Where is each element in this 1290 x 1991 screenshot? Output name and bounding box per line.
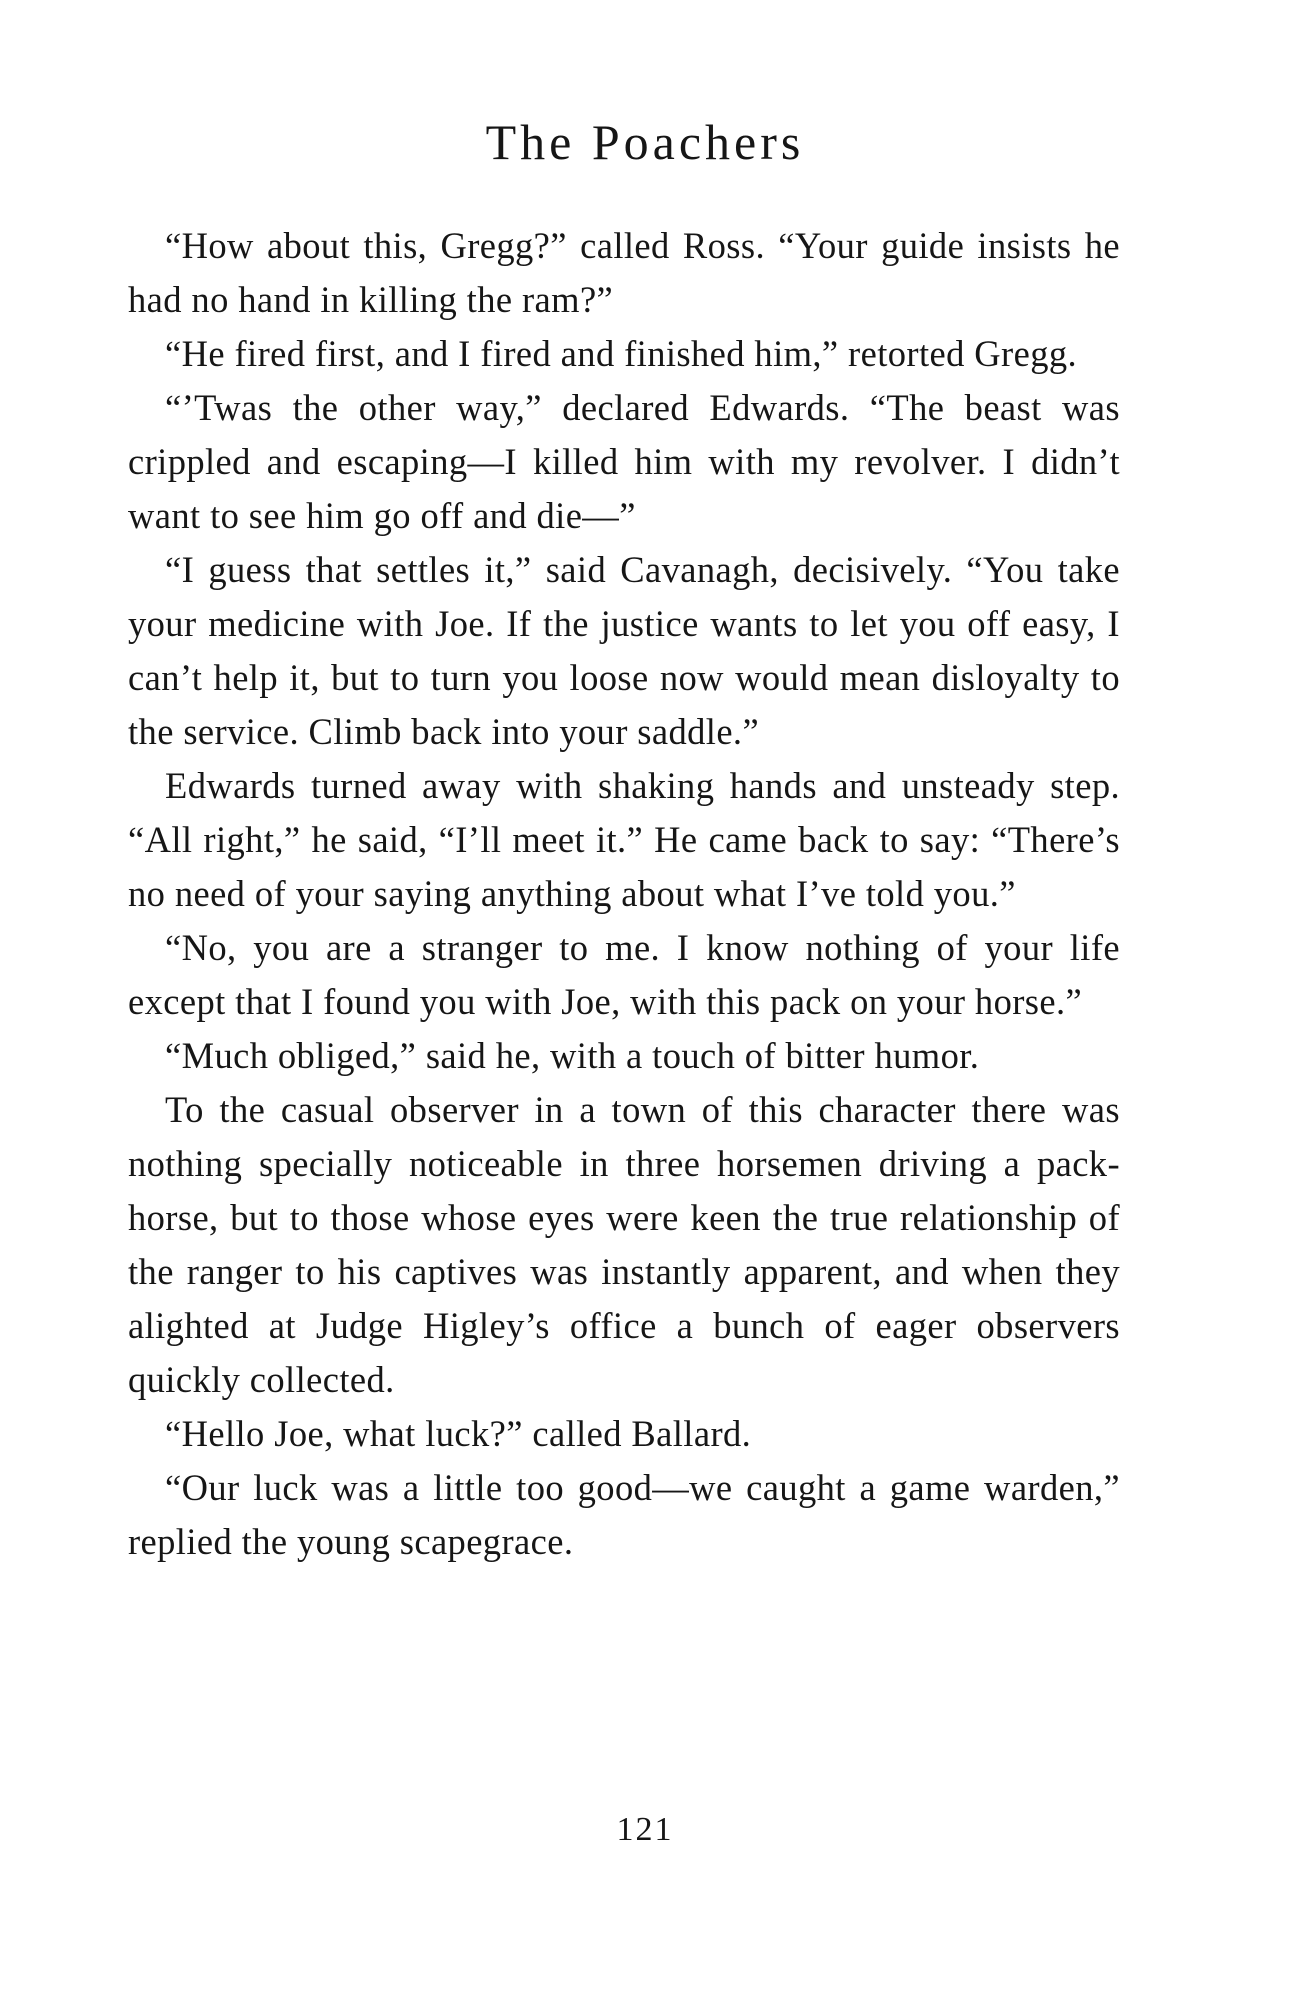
paragraph: Edwards turned away with shaking hands and unsteady step. “All right,” he said, “I’ll meet it.” He came back to say: “There’s no need of your saying anything about what I’ve told you.” — [128, 765, 1120, 914]
paragraph: “Our luck was a little too good—we caught a game warden,” replied the young scapegrace. — [128, 1467, 1120, 1562]
running-head: The Poachers — [485, 114, 805, 170]
page-number: 121 — [616, 1811, 674, 1848]
paragraph: “How about this, Gregg?” called Ross. “Your guide insists he had no hand in killing the ram?” — [128, 225, 1120, 320]
paragraph: “Hello Joe, what luck?” called Ballard. — [165, 1413, 752, 1454]
paragraph: “Much obliged,” said he, with a touch of bitter humor. — [165, 1035, 980, 1076]
paragraph: “He fired first, and I fired and finished him,” retorted Gregg. — [165, 333, 1078, 374]
paragraph: “’Twas the other way,” declared Edwards. “The beast was crippled and escaping—I killed him with my revolver. I didn’t want to see him go off and die—” — [128, 387, 1120, 536]
paragraph: “No, you are a stranger to me. I know nothing of your life except that I found you with Joe, with this pack on your horse.” — [128, 927, 1120, 1022]
body-text — [128, 219, 1120, 1569]
paragraph: “I guess that settles it,” said Cavanagh, decisively. “You take your medicine with Joe. If the justice wants to let you off easy, I can’t help it, but to turn you loose now would mean disloyalty to the service. Climb back into your saddle.” — [128, 549, 1120, 752]
paragraph: To the casual observer in a town of this character there was nothing specially noticeable in three horsemen driving a pack-horse, but to those whose eyes were keen the true relationship of the ranger to his captives was instantly apparent, and when they alighted at Judge Higley’s office a bunch of eager observers quickly collected. — [128, 1089, 1120, 1400]
